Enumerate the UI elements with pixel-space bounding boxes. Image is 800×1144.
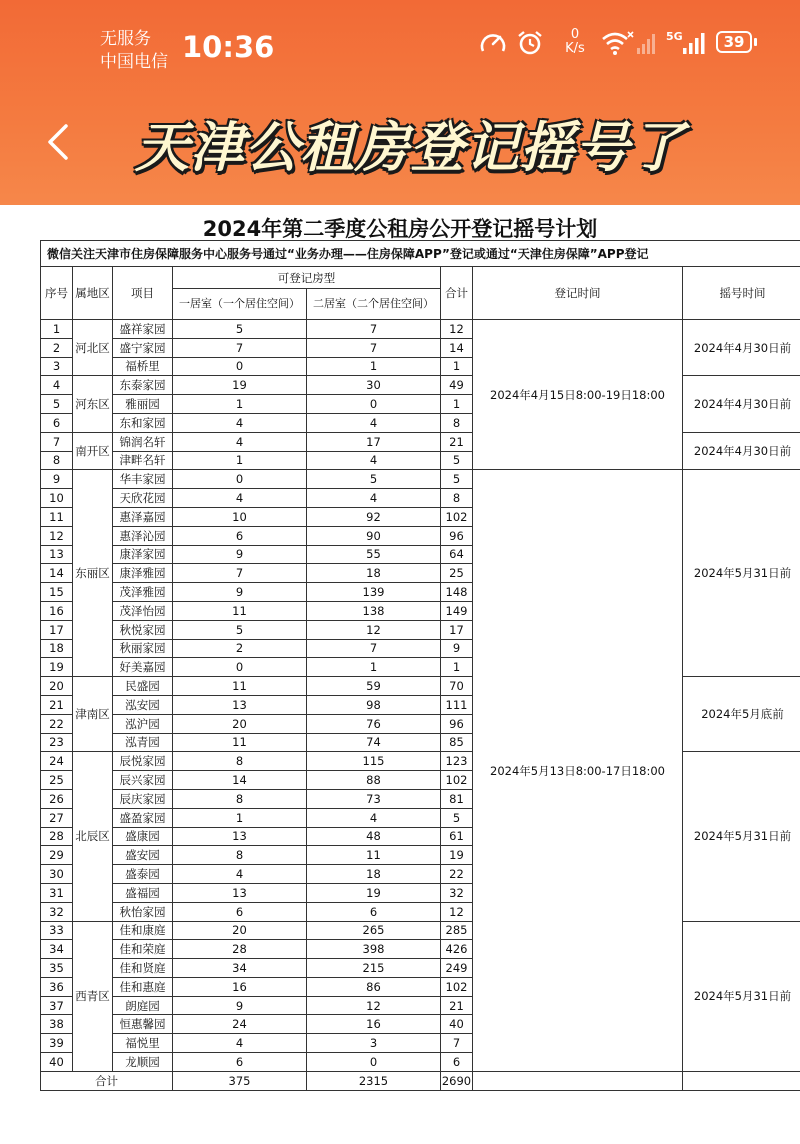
two-bed-count: 18	[307, 564, 441, 583]
row-number: 21	[41, 695, 73, 714]
project-name: 恒惠馨园	[113, 1015, 173, 1034]
project-name: 康泽家园	[113, 545, 173, 564]
one-bed-count: 13	[173, 883, 307, 902]
row-number: 26	[41, 789, 73, 808]
row-total: 21	[441, 432, 473, 451]
project-name: 龙顺园	[113, 1053, 173, 1072]
battery-icon: 39	[716, 31, 752, 53]
row-number: 33	[41, 921, 73, 940]
one-bed-count: 1	[173, 451, 307, 470]
header-reg-time: 登记时间	[473, 267, 683, 320]
project-name: 佳和惠庭	[113, 977, 173, 996]
one-bed-count: 20	[173, 714, 307, 733]
project-name: 雅丽园	[113, 395, 173, 414]
header-room-type: 可登记房型	[173, 267, 441, 289]
row-total: 22	[441, 865, 473, 884]
district-cell: 南开区	[73, 432, 113, 470]
district-cell: 西青区	[73, 921, 113, 1071]
one-bed-count: 8	[173, 846, 307, 865]
two-bed-count: 16	[307, 1015, 441, 1034]
two-bed-count: 1	[307, 658, 441, 677]
project-name: 辰庆家园	[113, 789, 173, 808]
row-total: 102	[441, 977, 473, 996]
one-bed-count: 4	[173, 413, 307, 432]
speed-unit: K/s	[565, 41, 585, 56]
two-bed-count: 12	[307, 996, 441, 1015]
one-bed-count: 4	[173, 865, 307, 884]
lottery-plan-table	[40, 240, 800, 1091]
two-bed-count: 4	[307, 413, 441, 432]
two-bed-count: 4	[307, 808, 441, 827]
row-total: 70	[441, 677, 473, 696]
document-title: 2024年第二季度公租房公开登记摇号计划	[202, 217, 598, 241]
project-name: 康泽雅园	[113, 564, 173, 583]
project-name: 茂泽雅园	[113, 583, 173, 602]
clock: 10:36	[182, 30, 275, 64]
two-bed-count: 4	[307, 489, 441, 508]
app-header	[0, 0, 800, 205]
row-total: 8	[441, 489, 473, 508]
row-total: 12	[441, 320, 473, 339]
row-number: 17	[41, 620, 73, 639]
totals-grand: 2690	[441, 1071, 473, 1090]
row-number: 1	[41, 320, 73, 339]
table-row	[41, 677, 800, 696]
row-total: 5	[441, 470, 473, 489]
two-bed-count: 215	[307, 959, 441, 978]
row-number: 32	[41, 902, 73, 921]
row-number: 20	[41, 677, 73, 696]
row-number: 12	[41, 526, 73, 545]
totals-row	[41, 1071, 800, 1090]
project-name: 佳和康庭	[113, 921, 173, 940]
row-total: 426	[441, 940, 473, 959]
row-number: 7	[41, 432, 73, 451]
page-title: 天津公租房登记摇号了	[135, 116, 685, 179]
alarm-icon	[516, 30, 544, 56]
project-name: 盛祥家园	[113, 320, 173, 339]
row-number: 30	[41, 865, 73, 884]
project-name: 天欣花园	[113, 489, 173, 508]
two-bed-count: 138	[307, 601, 441, 620]
project-name: 佳和荣庭	[113, 940, 173, 959]
two-bed-count: 1	[307, 357, 441, 376]
row-number: 4	[41, 376, 73, 395]
project-name: 惠泽嘉园	[113, 507, 173, 526]
one-bed-count: 7	[173, 338, 307, 357]
row-total: 96	[441, 714, 473, 733]
two-bed-count: 12	[307, 620, 441, 639]
row-total: 12	[441, 902, 473, 921]
project-name: 东泰家园	[113, 376, 173, 395]
header-district: 属地区	[73, 267, 113, 320]
registration-time: 2024年4月15日8:00-19日18:00	[473, 320, 683, 470]
project-name: 东和家园	[113, 413, 173, 432]
one-bed-count: 11	[173, 677, 307, 696]
totals-one-bed: 375	[173, 1071, 307, 1090]
row-number: 34	[41, 940, 73, 959]
two-bed-count: 3	[307, 1034, 441, 1053]
district-cell: 北辰区	[73, 752, 113, 921]
row-number: 27	[41, 808, 73, 827]
lottery-time: 2024年5月31日前	[683, 752, 800, 921]
row-total: 1	[441, 357, 473, 376]
two-bed-count: 73	[307, 789, 441, 808]
row-number: 31	[41, 883, 73, 902]
back-arrow-icon[interactable]	[42, 122, 76, 162]
row-total: 40	[441, 1015, 473, 1034]
two-bed-count: 92	[307, 507, 441, 526]
two-bed-count: 5	[307, 470, 441, 489]
two-bed-count: 7	[307, 338, 441, 357]
one-bed-count: 14	[173, 771, 307, 790]
two-bed-count: 265	[307, 921, 441, 940]
row-number: 22	[41, 714, 73, 733]
table-row	[41, 470, 800, 489]
project-name: 华丰家园	[113, 470, 173, 489]
row-total: 49	[441, 376, 473, 395]
project-name: 茂泽怡园	[113, 601, 173, 620]
two-bed-count: 59	[307, 677, 441, 696]
row-number: 6	[41, 413, 73, 432]
network-type: 5G	[666, 30, 683, 43]
district-cell: 河东区	[73, 376, 113, 432]
document-image	[0, 205, 800, 1144]
one-bed-count: 6	[173, 526, 307, 545]
header-two-bed: 二居室（二个居住空间）	[307, 289, 441, 320]
one-bed-count: 24	[173, 1015, 307, 1034]
system-icons	[478, 27, 778, 70]
project-name: 秋丽家园	[113, 639, 173, 658]
one-bed-count: 34	[173, 959, 307, 978]
one-bed-count: 9	[173, 545, 307, 564]
project-name: 惠泽沁园	[113, 526, 173, 545]
two-bed-count: 17	[307, 432, 441, 451]
row-number: 28	[41, 827, 73, 846]
row-total: 21	[441, 996, 473, 1015]
row-total: 14	[441, 338, 473, 357]
project-name: 盛福园	[113, 883, 173, 902]
row-total: 8	[441, 413, 473, 432]
row-number: 29	[41, 846, 73, 865]
registration-time: 2024年5月13日8:00-17日18:00	[473, 470, 683, 1072]
two-bed-count: 0	[307, 395, 441, 414]
table-row	[41, 320, 800, 339]
row-number: 38	[41, 1015, 73, 1034]
notice-text: 微信关注天津市住房保障服务中心服务号通过“业务办理——住房保障APP”登记或通过“天津住房保障”APP登记	[41, 241, 800, 267]
row-total: 149	[441, 601, 473, 620]
project-name: 秋怡家园	[113, 902, 173, 921]
district-cell: 河北区	[73, 320, 113, 376]
project-name: 盛盈家园	[113, 808, 173, 827]
table-row	[41, 921, 800, 940]
two-bed-count: 7	[307, 320, 441, 339]
battery-tip	[754, 38, 757, 46]
two-bed-count: 6	[307, 902, 441, 921]
row-number: 37	[41, 996, 73, 1015]
project-name: 泓青园	[113, 733, 173, 752]
row-total: 25	[441, 564, 473, 583]
one-bed-count: 0	[173, 470, 307, 489]
totals-empty-reg	[473, 1071, 683, 1090]
one-bed-count: 4	[173, 489, 307, 508]
table-row	[41, 376, 800, 395]
one-bed-count: 4	[173, 1034, 307, 1053]
header-row-1	[41, 267, 800, 289]
row-total: 96	[441, 526, 473, 545]
two-bed-count: 398	[307, 940, 441, 959]
one-bed-count: 8	[173, 752, 307, 771]
one-bed-count: 11	[173, 601, 307, 620]
two-bed-count: 98	[307, 695, 441, 714]
row-total: 148	[441, 583, 473, 602]
lottery-time: 2024年4月30日前	[683, 376, 800, 432]
row-number: 14	[41, 564, 73, 583]
two-bed-count: 4	[307, 451, 441, 470]
header-project: 项目	[113, 267, 173, 320]
one-bed-count: 7	[173, 564, 307, 583]
one-bed-count: 10	[173, 507, 307, 526]
one-bed-count: 1	[173, 395, 307, 414]
header-no: 序号	[41, 267, 73, 320]
lottery-time: 2024年4月30日前	[683, 320, 800, 376]
two-bed-count: 0	[307, 1053, 441, 1072]
project-name: 辰悦家园	[113, 752, 173, 771]
two-bed-count: 90	[307, 526, 441, 545]
row-number: 16	[41, 601, 73, 620]
row-total: 64	[441, 545, 473, 564]
row-total: 17	[441, 620, 473, 639]
wifi-icon	[600, 30, 634, 56]
lottery-time: 2024年5月31日前	[683, 470, 800, 677]
one-bed-count: 11	[173, 733, 307, 752]
two-bed-count: 7	[307, 639, 441, 658]
notice-row	[41, 241, 800, 267]
row-total: 102	[441, 507, 473, 526]
carrier-status: 无服务	[100, 29, 151, 49]
row-number: 18	[41, 639, 73, 658]
lottery-time: 2024年5月底前	[683, 677, 800, 752]
row-number: 24	[41, 752, 73, 771]
district-cell: 东丽区	[73, 470, 113, 677]
row-total: 6	[441, 1053, 473, 1072]
row-total: 85	[441, 733, 473, 752]
two-bed-count: 48	[307, 827, 441, 846]
network-speed	[558, 28, 592, 56]
row-total: 5	[441, 451, 473, 470]
project-name: 泓安园	[113, 695, 173, 714]
row-total: 61	[441, 827, 473, 846]
one-bed-count: 9	[173, 996, 307, 1015]
row-number: 36	[41, 977, 73, 996]
project-name: 辰兴家园	[113, 771, 173, 790]
row-total: 9	[441, 639, 473, 658]
row-number: 8	[41, 451, 73, 470]
speed-value: 0	[570, 27, 580, 42]
one-bed-count: 9	[173, 583, 307, 602]
two-bed-count: 55	[307, 545, 441, 564]
project-name: 盛康园	[113, 827, 173, 846]
row-number: 11	[41, 507, 73, 526]
project-name: 锦润名轩	[113, 432, 173, 451]
one-bed-count: 13	[173, 695, 307, 714]
district-cell: 津南区	[73, 677, 113, 752]
one-bed-count: 16	[173, 977, 307, 996]
row-total: 81	[441, 789, 473, 808]
row-total: 7	[441, 1034, 473, 1053]
row-number: 5	[41, 395, 73, 414]
row-number: 25	[41, 771, 73, 790]
project-name: 盛安园	[113, 846, 173, 865]
one-bed-count: 5	[173, 320, 307, 339]
one-bed-count: 5	[173, 620, 307, 639]
hotspot-icon	[478, 30, 508, 56]
project-name: 好美嘉园	[113, 658, 173, 677]
signal-empty-icon	[636, 30, 658, 56]
two-bed-count: 74	[307, 733, 441, 752]
totals-two-bed: 2315	[307, 1071, 441, 1090]
header-total: 合计	[441, 267, 473, 320]
row-number: 13	[41, 545, 73, 564]
project-name: 民盛园	[113, 677, 173, 696]
two-bed-count: 18	[307, 865, 441, 884]
totals-empty-lottery	[683, 1071, 800, 1090]
one-bed-count: 19	[173, 376, 307, 395]
one-bed-count: 8	[173, 789, 307, 808]
two-bed-count: 11	[307, 846, 441, 865]
two-bed-count: 115	[307, 752, 441, 771]
two-bed-count: 30	[307, 376, 441, 395]
one-bed-count: 6	[173, 1053, 307, 1072]
two-bed-count: 19	[307, 883, 441, 902]
lottery-time: 2024年4月30日前	[683, 432, 800, 470]
row-total: 123	[441, 752, 473, 771]
row-number: 39	[41, 1034, 73, 1053]
project-name: 盛宁家园	[113, 338, 173, 357]
two-bed-count: 88	[307, 771, 441, 790]
project-name: 泓沪园	[113, 714, 173, 733]
row-total: 1	[441, 658, 473, 677]
row-total: 111	[441, 695, 473, 714]
one-bed-count: 28	[173, 940, 307, 959]
lottery-time: 2024年5月31日前	[683, 921, 800, 1071]
row-number: 2	[41, 338, 73, 357]
two-bed-count: 86	[307, 977, 441, 996]
row-number: 9	[41, 470, 73, 489]
project-name: 福悦里	[113, 1034, 173, 1053]
row-total: 285	[441, 921, 473, 940]
row-total: 5	[441, 808, 473, 827]
table-row	[41, 432, 800, 451]
row-total: 19	[441, 846, 473, 865]
table-row	[41, 752, 800, 771]
carrier-name: 中国电信	[100, 52, 168, 72]
project-name: 津畔名轩	[113, 451, 173, 470]
row-number: 19	[41, 658, 73, 677]
one-bed-count: 1	[173, 808, 307, 827]
signal-icon	[682, 30, 706, 56]
two-bed-count: 139	[307, 583, 441, 602]
row-total: 1	[441, 395, 473, 414]
one-bed-count: 20	[173, 921, 307, 940]
header-lottery-time: 摇号时间	[683, 267, 800, 320]
two-bed-count: 76	[307, 714, 441, 733]
row-number: 40	[41, 1053, 73, 1072]
one-bed-count: 4	[173, 432, 307, 451]
row-number: 35	[41, 959, 73, 978]
row-total: 249	[441, 959, 473, 978]
project-name: 福桥里	[113, 357, 173, 376]
totals-label: 合计	[41, 1071, 173, 1090]
project-name: 秋悦家园	[113, 620, 173, 639]
row-number: 10	[41, 489, 73, 508]
project-name: 佳和贤庭	[113, 959, 173, 978]
one-bed-count: 0	[173, 357, 307, 376]
one-bed-count: 0	[173, 658, 307, 677]
project-name: 盛泰园	[113, 865, 173, 884]
row-total: 102	[441, 771, 473, 790]
one-bed-count: 2	[173, 639, 307, 658]
row-number: 15	[41, 583, 73, 602]
header-one-bed: 一居室（一个居住空间）	[173, 289, 307, 320]
row-number: 23	[41, 733, 73, 752]
row-total: 32	[441, 883, 473, 902]
one-bed-count: 13	[173, 827, 307, 846]
project-name: 朗庭园	[113, 996, 173, 1015]
one-bed-count: 6	[173, 902, 307, 921]
row-number: 3	[41, 357, 73, 376]
